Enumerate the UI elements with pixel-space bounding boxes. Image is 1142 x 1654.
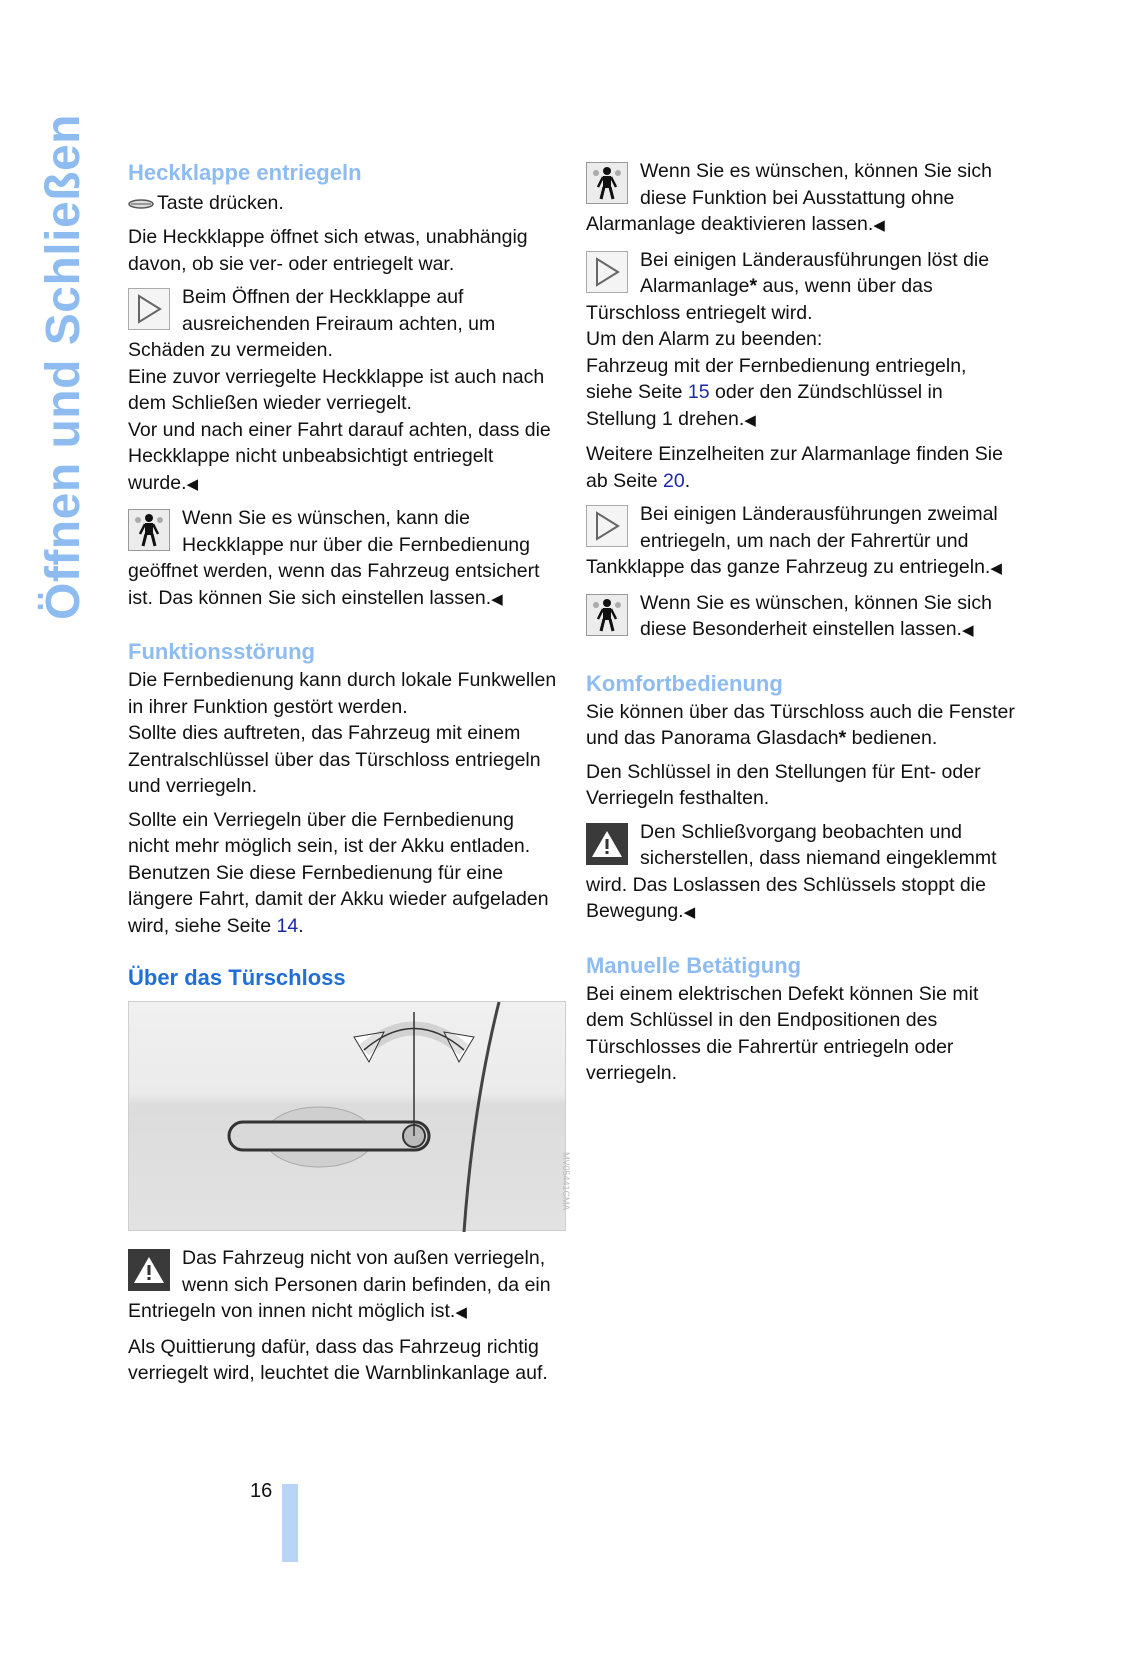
paragraph: Die Heckklappe öffnet sich etwas, unabhängig davon, ob sie ver- oder entriegelt war. [128,226,528,275]
end-mark-icon: ◀ [683,904,696,921]
heading-manuelle-betaetigung: Manuelle Betätigung [586,952,802,978]
paragraph: Sollte dies auftreten, das Fahrzeug mit einem Zentralschlüssel über das Türschloss entriegeln und verriegeln. [128,722,541,798]
paragraph: Den Schlüssel in den Stellungen für Ent- oder Verriegeln festhalten. [586,760,981,809]
heading-funktionsstoerung: Funktionsstörung [128,639,315,665]
end-mark-icon: ◀ [990,560,1002,577]
note-warning: Den Schließvorgang beobachten und sicherstellen, dass niemand eingeklemmt wird. Das Loslassen des Schlüssels stoppt die Bewegung.◀ [586,820,997,922]
page-number: 16 [250,1480,273,1502]
heading-heckklappe: Heckklappe entriegeln [128,160,362,185]
paragraph: Als Quittierung dafür, dass das Fahrzeug richtig verriegelt wird, leuchtet die Warnblinkanlage auf. [128,1335,548,1385]
end-mark-icon: ◀ [455,1304,467,1322]
note-personal: Wenn Sie es wünschen, können Sie sich diese Besonderheit einstellen lassen.◀ [586,590,1016,645]
warning-triangle-icon [586,823,628,865]
note-personal: Wenn Sie es wünschen, können Sie sich diese Funktion bei Ausstattung ohne Alarmanlage deaktivieren lassen.◀ [586,160,992,235]
note-hint: Beim Öffnen der Heckklappe auf ausreichenden Freiraum achten, um Schäden zu vermeiden. Eine zuvor verriegelte Heckklappe ist auch nach dem Schließen wieder verriegelt. Vor und nach einer Fahrt darauf achten, dass die Heckklappe nicht unbeabsichtigt entriegelt wurde.◀ [128,286,551,494]
key-instruction: Taste drücken. [128,190,558,217]
end-mark-icon: ◀ [961,622,974,639]
paragraph: Weitere Einzelheiten zur Alarmanlage finden Sie ab Seite 20. [586,443,1003,492]
paragraph: Sie können über das Türschloss auch die Fenster und das Panorama Glasdach* bedienen. [586,700,1015,749]
hint-triangle-icon [586,251,628,293]
hint-triangle-icon [586,505,628,547]
paragraph: Die Fernbedienung kann durch lokale Funkwellen in ihrer Funktion gestört werden. [128,669,557,718]
page-link-14[interactable]: 14 [276,914,299,937]
personal-profile-icon [128,509,170,551]
note-hint: Bei einigen Länderausführungen zweimal entriegeln, um nach der Fahrertür und Tankklappe das ganze Fahrzeug zu entriegeln.◀ [586,503,1002,578]
note-personal: Wenn Sie es wünschen, kann die Heckklappe nur über die Fernbedienung geöffnet werden, wenn das Fahrzeug entsichert ist. Das können Sie sich einstellen lassen.◀ [128,507,540,609]
end-mark-icon: ◀ [873,217,885,234]
asterisk: * [749,275,758,297]
end-mark-icon: ◀ [744,411,756,429]
note-hint: Bei einigen Länderausführungen löst die Alarmanlage* aus, wenn über das Türschloss entriegelt wird. Um den Alarm zu beenden: Fahrzeug mit der Fernbedienung entriegeln, siehe Seite 15 oder den Zündschlüssel in Stellung 1 drehen.◀ [586,248,990,430]
page-marker-bar [282,1484,298,1562]
paragraph: Sollte ein Verriegeln über die Fernbedienung nicht mehr möglich sein, ist der Akku entladen. Benutzen Sie diese Fernbedienung für eine längere Fahrt, damit der Akku wieder aufgeladen wird, siehe Seite 14. [128,808,549,937]
tailgate-key-icon [128,191,154,218]
figure-code: MV05441CMA [561,1152,571,1211]
warning-triangle-icon [128,1249,170,1291]
page-link-15[interactable]: 15 [687,381,710,403]
personal-profile-icon [586,594,628,636]
note-warning: Das Fahrzeug nicht von außen verriegeln, wenn sich Personen darin befinden, da ein Entriegeln von innen nicht möglich ist.◀ [128,1247,551,1323]
personal-profile-icon [586,162,628,204]
page-link-20[interactable]: 20 [662,469,685,492]
heading-komfortbedienung: Komfortbedienung [586,670,783,696]
door-lock-illustration [128,1001,571,1231]
paragraph: Bei einem elektrischen Defekt können Sie mit dem Schlüssel in den Endpositionen des Türschlosses die Fahrertür entriegeln oder verriegeln. [586,982,979,1084]
end-mark-icon: ◀ [186,475,199,493]
hint-triangle-icon [128,288,170,330]
heading-tuerschloss: Über das Türschloss [128,965,346,991]
end-mark-icon: ◀ [491,590,503,608]
chapter-title: Öffnen und Schließen [37,113,90,620]
asterisk: * [838,727,847,749]
